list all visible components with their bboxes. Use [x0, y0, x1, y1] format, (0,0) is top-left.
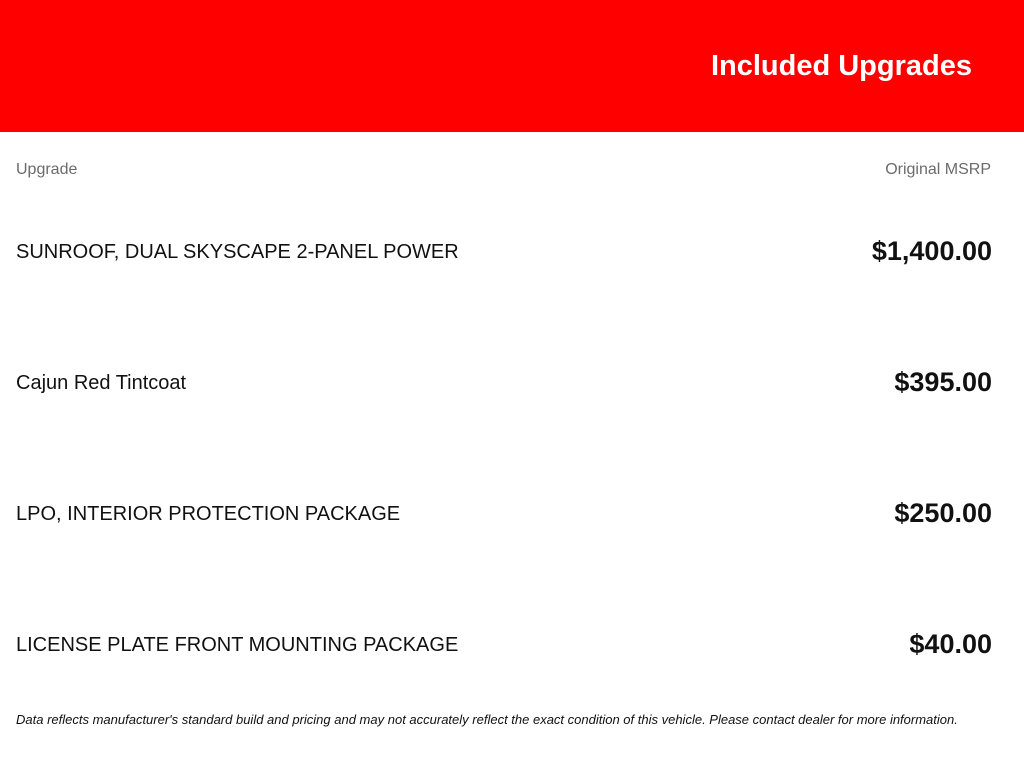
upgrade-name: SUNROOF, DUAL SKYSCAPE 2-PANEL POWER: [16, 241, 459, 263]
header-banner: [0, 0, 1024, 132]
upgrade-name: LICENSE PLATE FRONT MOUNTING PACKAGE: [16, 634, 459, 656]
page-title: Included Upgrades: [710, 50, 972, 82]
upgrade-row: [0, 494, 1024, 534]
upgrade-name: LPO, INTERIOR PROTECTION PACKAGE: [16, 503, 401, 525]
upgrade-price: $1,400.00: [871, 236, 992, 266]
disclaimer-text: Data reflects manufacturer's standard build and pricing and may not accurately reflect the exact condition of this vehicle. Please contact dealer for more information.: [16, 712, 958, 727]
upgrade-row: [0, 232, 1024, 272]
upgrade-price: $40.00: [909, 629, 992, 659]
upgrade-row: [0, 625, 1024, 665]
upgrade-price: $250.00: [894, 498, 992, 528]
upgrade-column-header: Upgrade: [16, 161, 78, 178]
original-msrp-column-header: Original MSRP: [885, 161, 991, 178]
upgrade-price: $395.00: [894, 367, 992, 397]
upgrade-name: Cajun Red Tintcoat: [16, 372, 187, 394]
upgrade-row: [0, 363, 1024, 403]
